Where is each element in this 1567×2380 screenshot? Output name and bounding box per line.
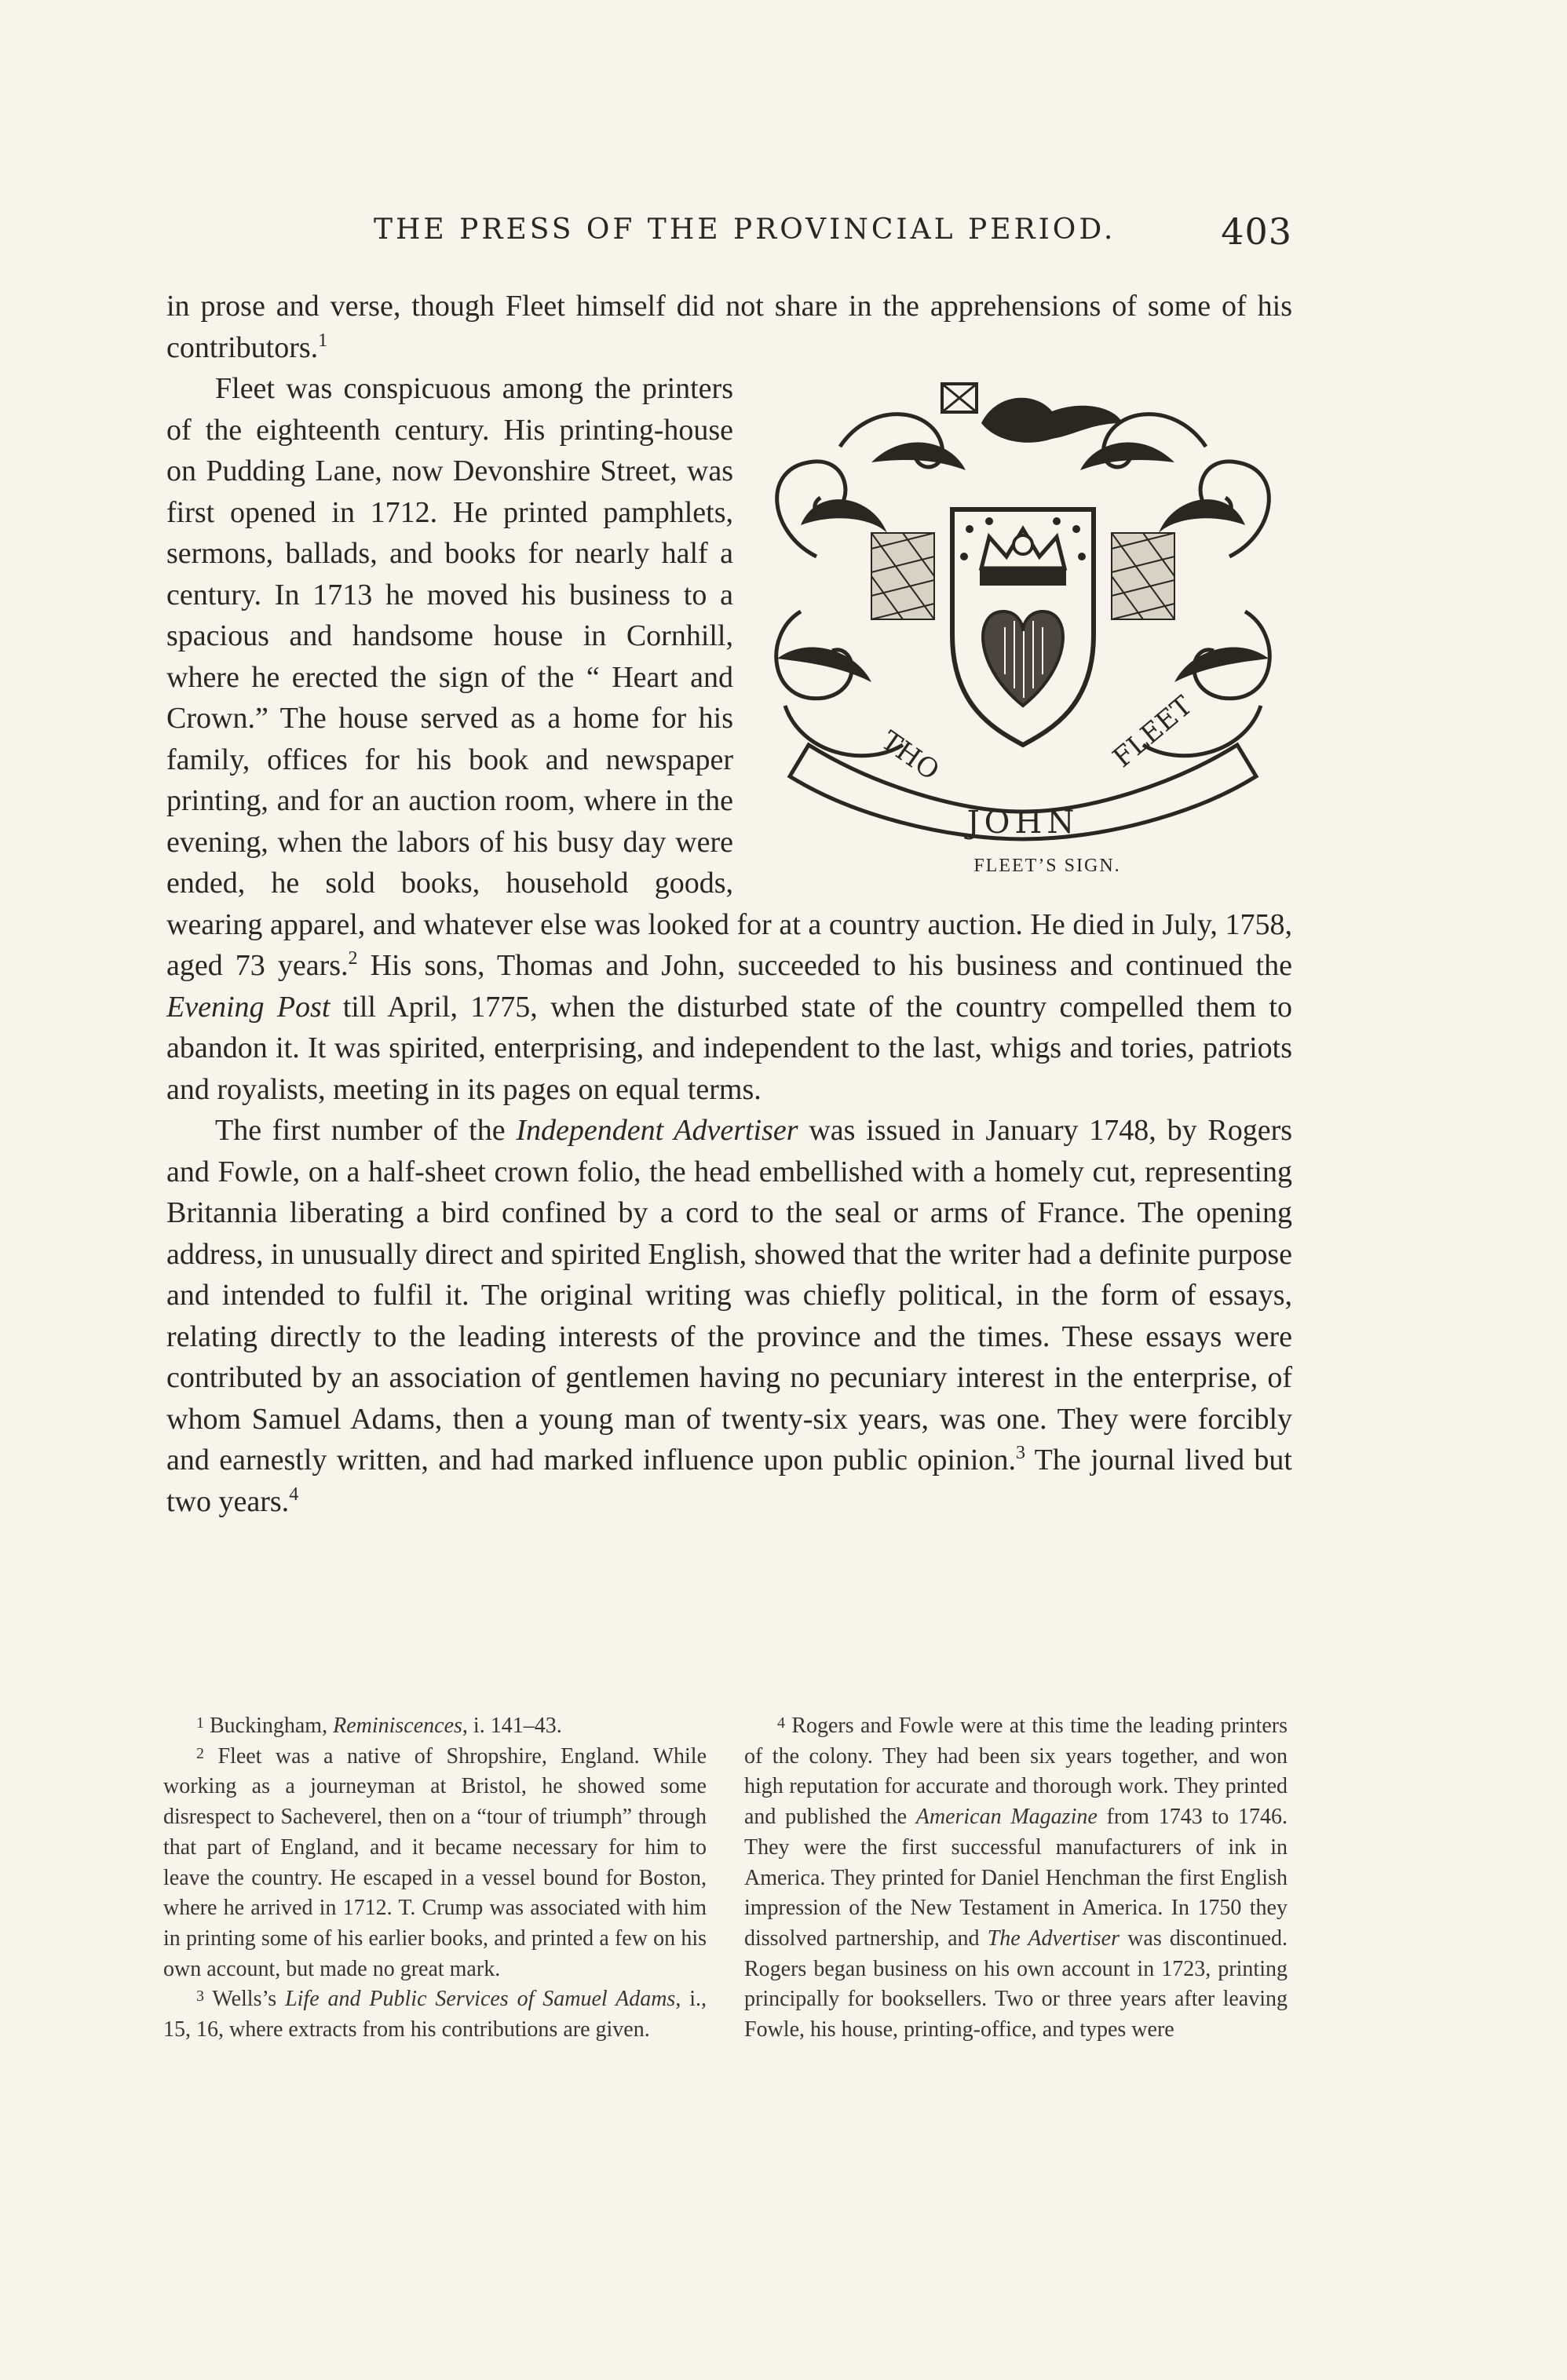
independent-advertiser-title: Independent Advertiser: [516, 1114, 798, 1147]
footnote-4: $^4$ Rogers and Fowle were at this time the leading printers of the colony. They had been six years together, and won high reputation for accurate and thorough work. They printed and published the American Magazine from 1743 to 1746. They were the first successful manufacturers of ink in America. They printed for Daniel Henchman the first English impression of the New Testament in America. In 1750 they dissolved partnership, and The Advertiser was discontinued. Rogers began business on his own account in 1723, printing principally for booksellers. Two or three years after leaving Fowle, his house, printing-office, and types were: [744, 1714, 1288, 2042]
footnotes-right-column: [744, 1711, 1288, 2046]
footnote-1: $^1$ Buckingham, Reminiscences, i. 141–43.: [196, 1714, 562, 1738]
footnote-ref-2: 2: [348, 948, 358, 969]
footnote-3: $^3$ Wells’s Life and Public Services of Samuel Adams, i., 15, 16, where extracts from his contributions are given.: [163, 1987, 707, 2042]
footnote-ref-1: 1: [318, 330, 328, 351]
sign-text-left: THO: [875, 725, 945, 787]
paragraph-2: THO FLEET JOHN FLEET’S SIGN. Fleet was conspicuous among the printers of the eighteenth century. His printing-house on Pudding Lane, now Devonshire Street, was first opened in 1712. He printed pamphlets, sermons, ballads, and books for nearly half a century. In 1713 he moved his business to a spacious and handsome house in Cornhill, where he erected the sign of the “ Heart and Crown.” The house served as a home for his family, offices for his book and newspaper printing, and for an auction room, where in the evening, when the labors of his busy day were ended, he sold books, household goods, wearing apparel, and whatever else was looked for at a country auction. He died in July, 1758, aged 73 years.$^2$ His sons, Thomas and John, succeeded to his business and continued the Evening Post till April, 1775, when the disturbed state of the country compelled them to abandon it. It was spirited, enterprising, and independent to the last, whigs and tories, patriots and royalists, meeting in its pages on equal terms.: [166, 372, 1292, 1106]
fleet-sign-figure: [754, 376, 1292, 880]
footnote-ref-3: 3: [1016, 1443, 1025, 1463]
fleet-sign-engraving: [754, 376, 1292, 847]
evening-post-title: Evening Post: [166, 990, 331, 1024]
paragraph-1: in prose and verse, though Fleet himself did not share in the apprehensions of some of his contributors.$^1$: [166, 290, 1292, 364]
footnote-ref-4: 4: [289, 1484, 299, 1505]
paragraph-3: The first number of the Independent Advertiser was issued in January 1748, by Rogers and Fowle, on a half-sheet crown folio, the head embellished with a homely cut, representing Britannia liberating a bird confined by a cord to the seal or arms of France. The opening address, in unusually direct and spirited English, showed that the writer had a definite purpose and intended to fulfil it. The original writing was chiefly political, in the form of essays, relating directly to the leading interests of the province and the times. These essays were contributed by an association of gentlemen having no pecuniary interest in the enterprise, of whom Samuel Adams, then a young man of twenty-six years, was one. They were forcibly and earnestly written, and had marked influence upon public opinion.$^3$ The journal lived but two years.$^4$: [166, 1114, 1293, 1518]
sign-text-right: FLEET: [1107, 690, 1199, 774]
footnotes-left-column: [163, 1711, 707, 2046]
page-number: 403: [1221, 210, 1292, 253]
running-title: THE PRESS OF THE PROVINCIAL PERIOD.: [374, 214, 1116, 246]
figure-caption: FLEET’S SIGN.: [973, 856, 1121, 876]
sign-text-bottom: JOHN: [966, 805, 1079, 841]
footnote-2: $^2$ Fleet was a native of Shropshire, England. While working as a journeyman at Bristol, he showed some disrespect to Sacheverel, then on a “tour of triumph” through that part of England, and it became necessary for him to leave the country. He escaped in a vessel bound for Boston, where he arrived in 1712. T. Crump was associated with him in printing some of his earlier books, and printed a few on his own account, but made no great mark.: [163, 1743, 707, 1981]
body-text: [166, 286, 1292, 1522]
running-head: [168, 210, 1292, 251]
